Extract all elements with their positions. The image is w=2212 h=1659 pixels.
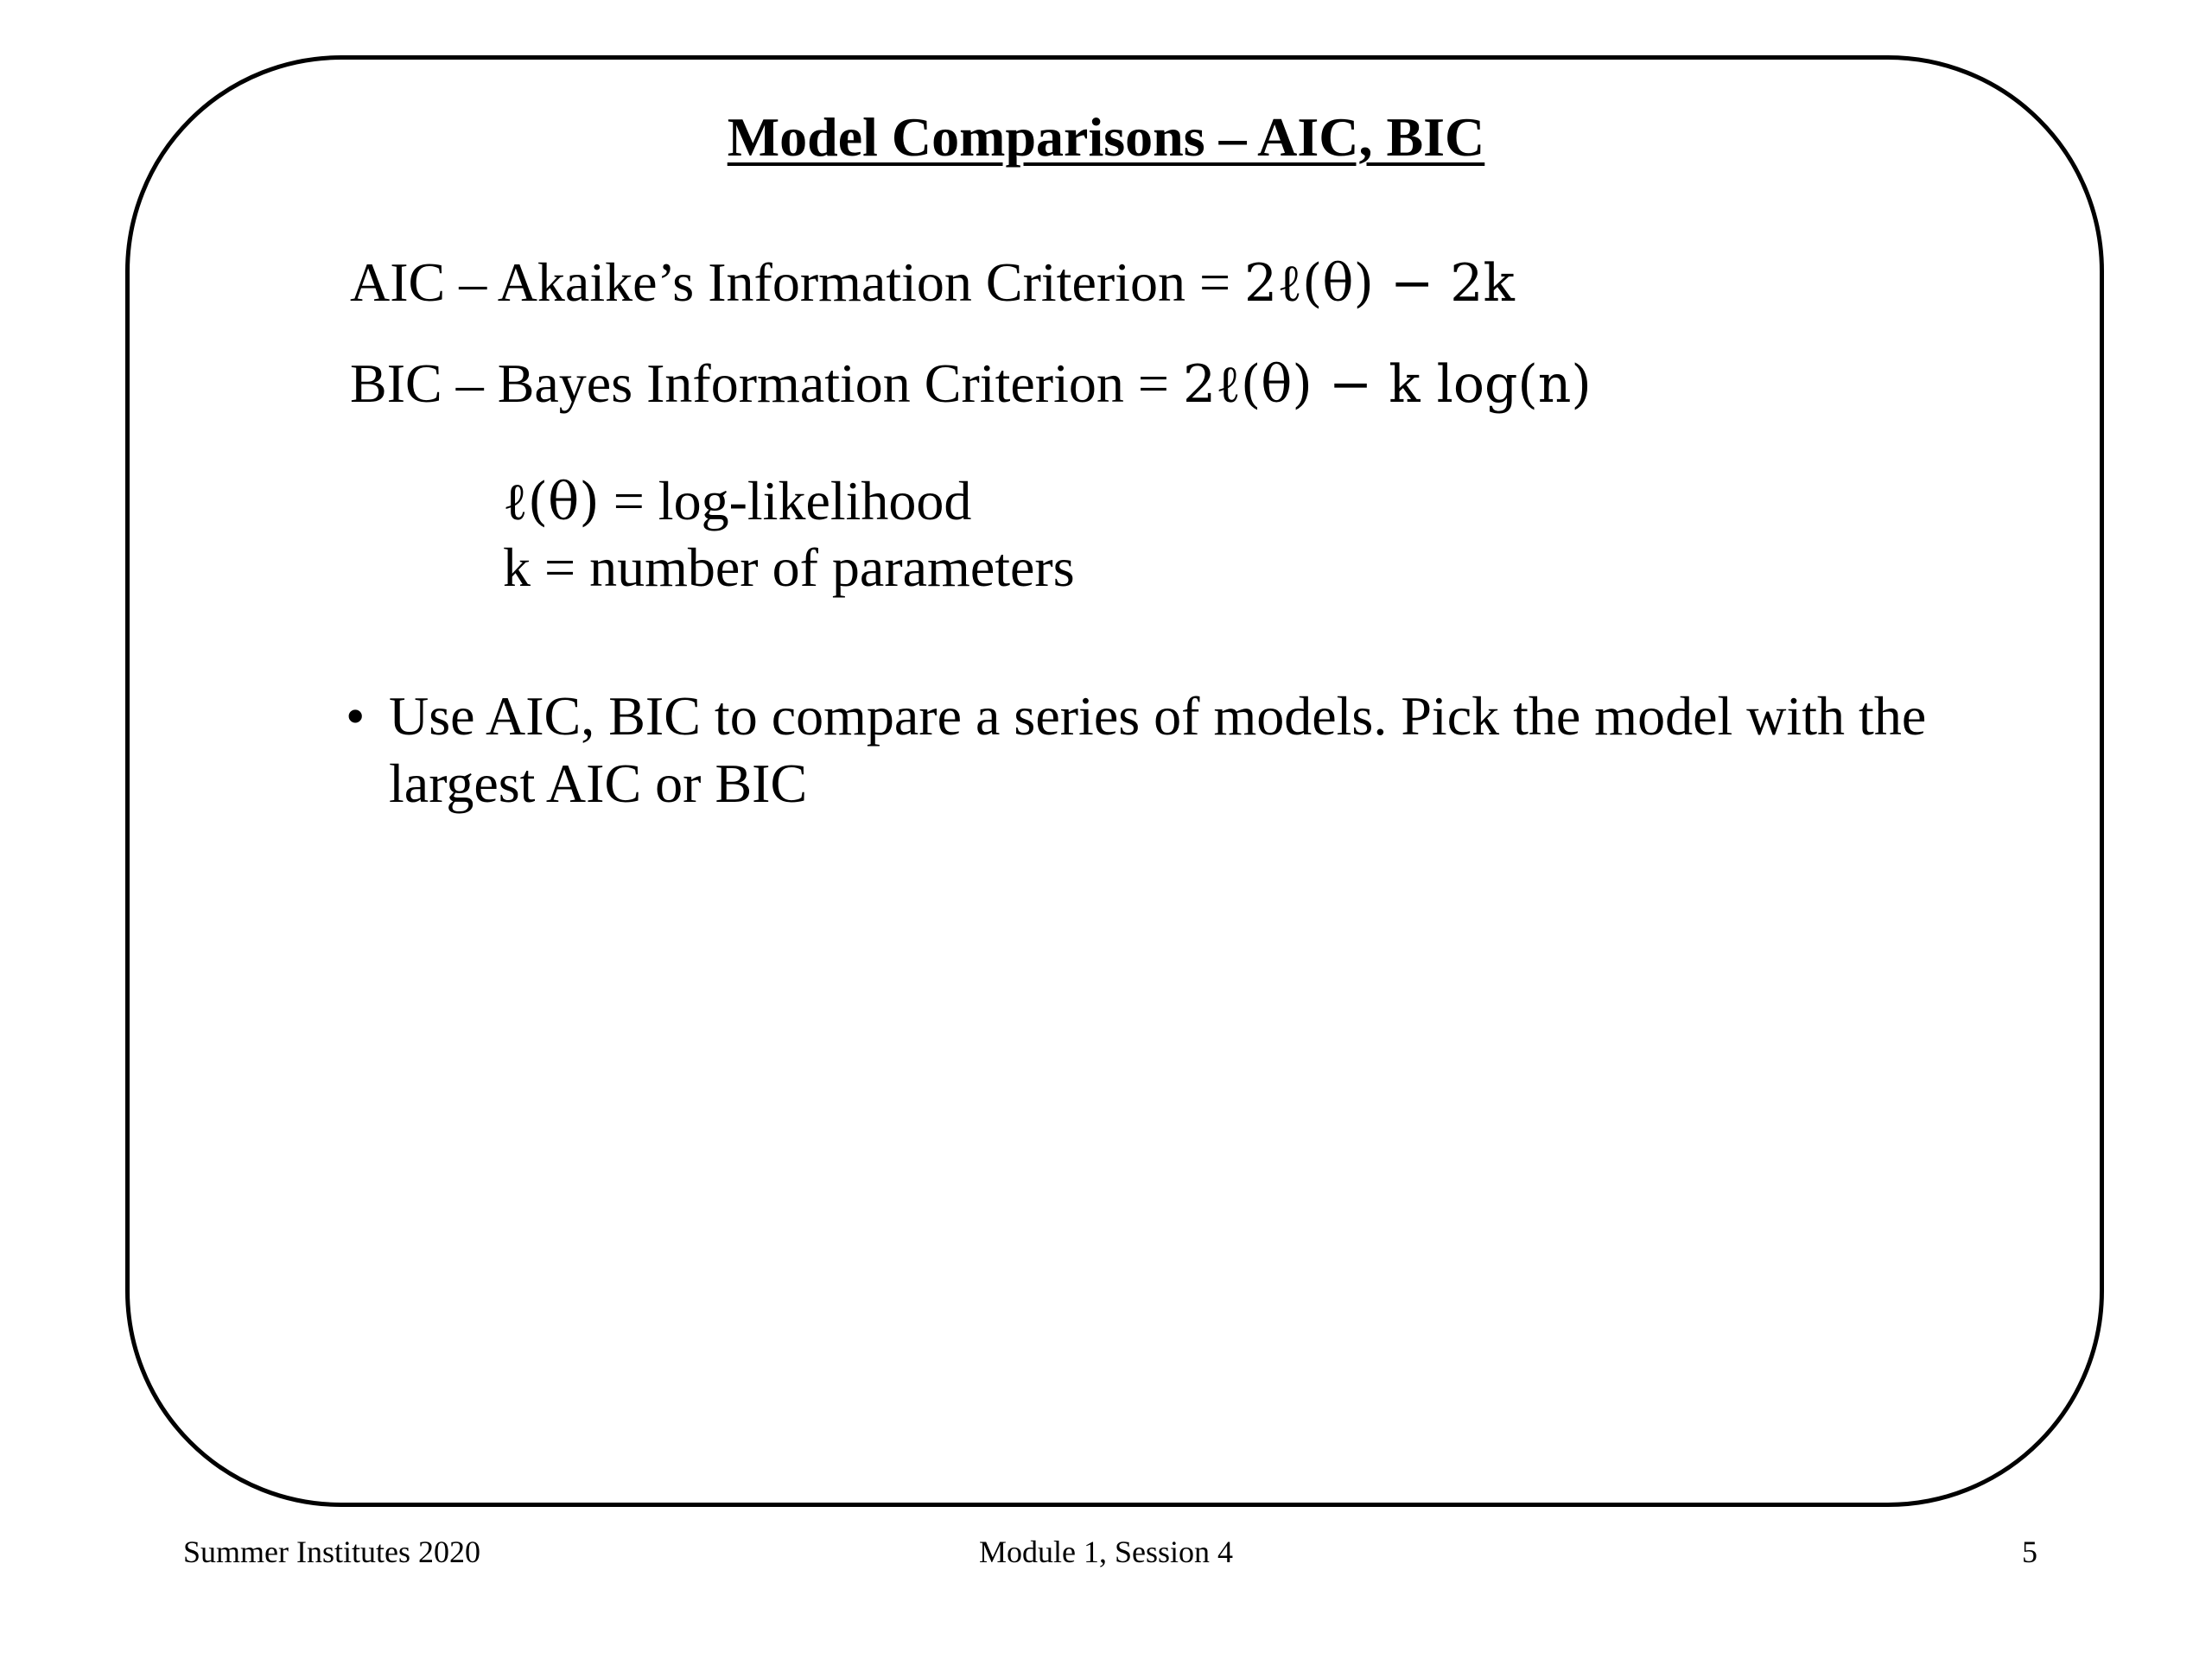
bullet-text: Use AIC, BIC to compare a series of models. Pick the model with the largest AIC or BIC [389,685,1927,814]
loglikelihood-text: = log-likelihood [599,470,972,531]
bullet-icon: • [346,685,365,747]
aic-definition [350,251,1515,315]
bic-definition [350,352,1592,416]
loglikelihood-definition [503,469,971,533]
slide-title: Model Comparisons – AIC, BIC [727,106,1485,168]
aic-label: AIC – Akaike’s Information Criterion = [350,251,1245,313]
aic-formula: 2ℓ(θ) − 2k [1244,253,1515,314]
loglikelihood-symbol: ℓ(θ) [503,472,600,532]
bic-label: BIC – Bayes Information Criterion = [350,353,1183,414]
k-definition: k = number of parameters [503,537,1075,598]
page-number: 5 [2022,1535,2037,1569]
footer-left: Summer Institutes 2020 [183,1535,480,1569]
bic-formula: 2ℓ(θ) − k log(n) [1182,354,1592,415]
footer-center: Module 1, Session 4 [978,1535,1233,1569]
bullet-item [346,683,1987,817]
